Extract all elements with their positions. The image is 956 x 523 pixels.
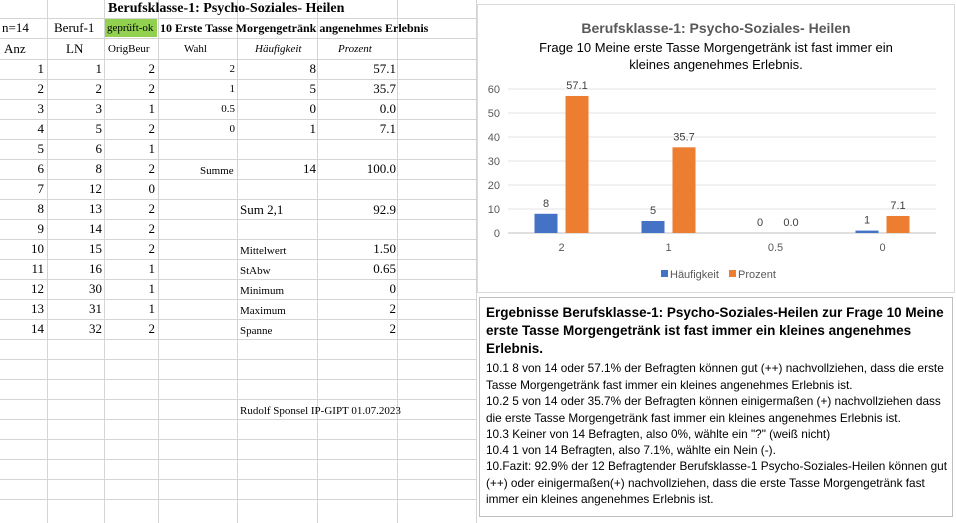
row-anz: 10: [31, 241, 44, 256]
data-label: 0.0: [783, 217, 799, 229]
plot-area: [488, 80, 936, 254]
summary-textbox: [479, 297, 953, 517]
summe-label: Summe: [200, 165, 234, 177]
summary-line-1: 10.1 8 von 14 oder 57.1% der Befragten können gut (++) nachvollziehen, dass die erste Tasse Morgengetränk fast immer ein kleines angenehmes Erlebnis ist.: [486, 361, 944, 392]
y-tick-label: 0: [493, 228, 500, 240]
row-origbeur: 2: [148, 81, 155, 96]
header-wahl: Wahl: [184, 43, 207, 55]
freq-prozent: 0.0: [379, 101, 396, 116]
row-origbeur: 2: [148, 201, 155, 216]
header-anz: Anz: [4, 41, 26, 56]
header-prozent: Prozent: [338, 43, 372, 55]
grid-col-line: [158, 0, 159, 523]
stat-label: StAbw: [240, 265, 271, 277]
legend-swatch-prozent: [729, 270, 736, 277]
sheet-title: Berufsklasse-1: Psycho-Soziales- Heilen: [108, 1, 345, 16]
row-anz: 5: [37, 141, 44, 156]
stat-value: 1.50: [373, 241, 396, 256]
row-ln: 8: [95, 161, 102, 176]
stat-value: 2: [389, 301, 396, 316]
row-anz: 12: [31, 281, 44, 296]
grid-row-line: [0, 459, 476, 460]
row-ln: 30: [89, 281, 102, 296]
row-ln: 31: [89, 301, 102, 316]
data-label: 1: [863, 214, 871, 227]
row-ln: 16: [89, 261, 102, 276]
row-origbeur: 1: [148, 261, 155, 276]
row-ln: 14: [89, 221, 102, 236]
row-anz: 7: [37, 181, 44, 196]
stat-label: Minimum: [240, 285, 285, 297]
y-tick-label: 60: [487, 84, 500, 96]
row-ln: 2: [95, 81, 102, 96]
row-origbeur: 1: [148, 281, 155, 296]
y-tick-label: 30: [487, 156, 500, 168]
n-label: n=14: [2, 20, 29, 35]
summe-prozent: 100.0: [366, 161, 396, 176]
data-label: 5: [649, 205, 657, 217]
header-ln: LN: [66, 41, 84, 56]
row-origbeur: 1: [148, 301, 155, 316]
summary-line-4: 10.4 1 von 14 Befragten, also 7.1%, wählte ein Nein (-).: [486, 443, 776, 457]
gepr-label: geprüft-ok: [107, 22, 154, 34]
y-tick-label: 10: [487, 204, 500, 216]
grid-row-line: [0, 379, 476, 380]
bar-prozent: [566, 96, 589, 233]
legend: [661, 269, 776, 281]
data-label: 57.1: [566, 79, 588, 92]
freq-wahl: 0.5: [221, 103, 235, 115]
stat-label: Mittelwert: [240, 245, 287, 257]
grid-col-line: [237, 0, 238, 523]
summe-haeufigkeit: 14: [303, 161, 316, 176]
row-ln: 13: [89, 201, 102, 216]
bar-prozent: [887, 216, 910, 233]
freq-wahl: 2: [229, 63, 235, 75]
row-ln: 5: [95, 121, 102, 136]
row-anz: 3: [37, 101, 44, 116]
bar-haeufigkeit: [642, 221, 665, 233]
row-anz: 14: [31, 321, 44, 336]
chart-panel[interactable]: [477, 4, 955, 293]
y-tick-label: 50: [487, 108, 500, 120]
row-ln: 6: [95, 141, 102, 156]
row-ln: 3: [95, 101, 102, 116]
freq-haeufigkeit: 5: [309, 81, 316, 96]
chart-subtitle-line-2: kleines angenehmes Erlebnis.: [629, 57, 803, 72]
freq-prozent: 35.7: [373, 81, 396, 96]
row-anz: 8: [37, 201, 44, 216]
row-ln: 1: [95, 61, 102, 76]
row-anz: 13: [31, 301, 44, 316]
legend-swatch-haeufigkeit: [661, 270, 668, 277]
row-anz: 11: [31, 261, 44, 276]
row-anz: 9: [37, 221, 44, 236]
row-origbeur: 2: [148, 161, 155, 176]
header-origbeur: OrigBeur: [108, 43, 150, 55]
freq-haeufigkeit: 1: [309, 121, 316, 136]
grid-row-line: [0, 419, 476, 420]
bar-haeufigkeit: [535, 214, 558, 233]
row-origbeur: 1: [148, 101, 155, 116]
row-anz: 1: [37, 61, 44, 76]
summary-line-5: 10.Fazit: 92.9% der 12 Befragtender Berufsklasse-1 Psycho-Soziales-Heilen können gut (++) oder einigermaßen(+) nachvollziehen, dass die erste Tasse Morgengetränk fast immer ein kleines angenehmes Erlebnis ist.: [486, 459, 947, 506]
row-origbeur: 2: [148, 121, 155, 136]
legend-label-prozent: Prozent: [738, 269, 776, 281]
row-origbeur: 2: [148, 321, 155, 336]
row-ln: 12: [89, 181, 102, 196]
stat-value: 0: [389, 281, 396, 296]
row-origbeur: 2: [148, 221, 155, 236]
row-origbeur: 2: [148, 241, 155, 256]
author: Rudolf Sponsel IP-GIPT 01.07.2023: [240, 405, 401, 417]
freq-haeufigkeit: 8: [309, 61, 316, 76]
row-origbeur: 2: [148, 61, 155, 76]
y-tick-label: 20: [487, 180, 500, 192]
row-anz: 2: [37, 81, 44, 96]
row-ln: 32: [89, 321, 102, 336]
x-tick-label: 0.5: [767, 242, 784, 254]
chart-subtitle-line-1: Frage 10 Meine erste Tasse Morgengetränk ist fast immer ein: [539, 40, 893, 55]
x-tick-label: 1: [665, 242, 672, 254]
freq-wahl: 0: [229, 123, 235, 135]
question-label: 10 Erste Tasse Morgengetränk angenehmes Erlebnis: [160, 21, 429, 35]
bar-prozent: [673, 147, 696, 233]
row-anz: 4: [37, 121, 44, 136]
freq-prozent: 7.1: [379, 121, 396, 136]
stat-label: Spanne: [240, 325, 273, 337]
grid-col-line: [397, 0, 398, 523]
stat-label: Maximum: [240, 305, 286, 317]
header-haeufigkeit: Häufigkeit: [255, 43, 302, 55]
data-label: 7.1: [890, 199, 906, 212]
data-label: 0: [756, 217, 764, 229]
summary-line-3: 10.3 Keiner von 14 Befragten, also 0%, wählte ein "?" (weiß nicht): [486, 427, 831, 441]
freq-prozent: 57.1: [373, 61, 396, 76]
data-label: 8: [542, 197, 550, 210]
grid-row-line: [0, 359, 476, 360]
grid-row-line: [0, 479, 476, 480]
row-ln: 15: [89, 241, 102, 256]
freq-haeufigkeit: 0: [309, 101, 316, 116]
grid-row-line: [0, 499, 476, 500]
data-label: 35.7: [673, 131, 695, 144]
row-origbeur: 0: [148, 181, 155, 196]
row-origbeur: 1: [148, 141, 155, 156]
grid-row-line: [0, 439, 476, 440]
freq-wahl: 1: [229, 83, 235, 95]
stat-value: 0.65: [373, 261, 396, 276]
chart-title: Berufsklasse-1: Psycho-Soziales- Heilen: [581, 20, 851, 36]
sum21-value: 92.9: [373, 202, 396, 217]
bar-haeufigkeit: [856, 231, 879, 233]
stat-value: 2: [389, 321, 396, 336]
x-tick-label: 0: [879, 242, 886, 254]
grid-row-line: [0, 399, 476, 400]
x-tick-label: 2: [558, 242, 565, 254]
sum21-label: Sum 2,1: [240, 202, 284, 217]
bar-chart: [478, 5, 954, 292]
grid-row-line: [0, 38, 476, 39]
beruf-label: Beruf-1: [54, 20, 95, 35]
summary-line-2: 10.2 5 von 14 oder 35.7% der Befragten können einigermaßen (+) nachvollziehen dass die erste Tasse Morgengetränk fast immer ein kleines angenehmes Erlebnis ist.: [486, 394, 941, 425]
y-tick-label: 40: [487, 132, 500, 144]
grid-row-line: [0, 339, 476, 340]
summary-title: Ergebnisse Berufsklasse-1: Psycho-Soziales-Heilen zur Frage 10 Meine erste Tasse Morgengetränk ist fast immer ein kleines angenehmes Erlebnis.: [486, 305, 944, 356]
legend-label-haeufigkeit: Häufigkeit: [670, 269, 719, 281]
row-anz: 6: [37, 161, 44, 176]
